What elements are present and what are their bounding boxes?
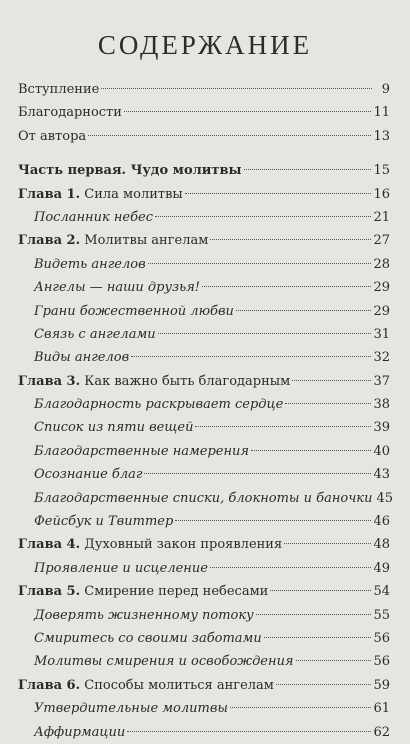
toc-chapter — [18, 229, 390, 252]
toc-entry-title: Как важно быть благодарным — [80, 373, 291, 389]
toc-entry-label — [34, 487, 372, 510]
dot-leader — [251, 450, 371, 451]
chapter-number: Глава 5. — [18, 584, 81, 600]
toc-subentry — [18, 463, 390, 486]
toc-entry-label — [34, 650, 294, 673]
toc-entry-title: Молитвы смирения и освобождения — [34, 654, 294, 670]
chapter-number: Глава 1. — [18, 186, 81, 202]
dot-leader — [210, 567, 372, 568]
toc-page-number: 40 — [373, 443, 390, 459]
dot-leader — [230, 707, 371, 708]
toc-subentry — [18, 721, 390, 744]
toc-subentry — [18, 346, 390, 369]
toc-entry-label — [34, 557, 208, 580]
toc-entry-title: Благодарственные намерения — [34, 443, 250, 459]
dot-leader — [127, 731, 371, 732]
toc-entry-title: Ангелы — наши друзья! — [34, 280, 201, 296]
dot-leader — [210, 239, 371, 240]
toc-subentry — [18, 416, 390, 439]
toc-page-number: 45 — [376, 490, 393, 506]
toc-entry-title: Аффирмации — [34, 724, 126, 740]
toc-subentry — [18, 323, 390, 346]
toc-page-number: 48 — [373, 537, 390, 553]
toc-page-number: 11 — [373, 105, 390, 121]
dot-leader — [101, 88, 372, 89]
toc-entry-label — [18, 78, 99, 101]
toc-entry-title: Посланник небес — [34, 209, 154, 225]
page-title: СОДЕРЖАНИЕ — [97, 30, 313, 60]
toc-subentry — [18, 393, 390, 416]
toc-entry-title: Проявление и исцеление — [34, 560, 208, 576]
toc-page-number: 38 — [373, 397, 390, 413]
toc-subentry — [18, 627, 390, 650]
toc-page-number: 39 — [373, 420, 390, 436]
toc-page-number: 43 — [373, 467, 390, 483]
toc-page-number: 16 — [373, 186, 390, 202]
toc-entry-label — [34, 697, 228, 720]
toc-entry — [18, 101, 390, 124]
dot-leader — [264, 637, 372, 638]
toc-entry-label — [34, 346, 129, 369]
toc-entry-label — [34, 510, 173, 533]
toc-subentry — [18, 487, 393, 510]
toc-entry-title: Связь с ангелами — [34, 326, 156, 342]
toc-page-number: 9 — [381, 82, 390, 97]
toc-page-number: 61 — [373, 701, 390, 717]
toc-entry-title: Видеть ангелов — [34, 256, 146, 272]
toc-page-number: 49 — [373, 560, 390, 576]
toc-page-number: 28 — [373, 256, 390, 272]
toc-chapter — [18, 580, 390, 603]
toc-page-number: 31 — [373, 326, 390, 342]
toc-page-number: 13 — [373, 128, 390, 144]
toc-entry-title: Благодарственные списки, блокноты и баночки — [34, 490, 373, 506]
toc-page-number: 62 — [373, 724, 390, 740]
toc-subentry — [18, 650, 390, 673]
dot-leader — [131, 356, 371, 357]
toc-entry-title: Грани божественной любви — [34, 303, 234, 319]
dot-leader — [270, 590, 371, 591]
toc-subentry — [18, 604, 390, 627]
toc-entry-label — [34, 440, 249, 463]
toc-entry-label — [34, 323, 156, 346]
toc-entry-label — [34, 604, 254, 627]
toc-entry-title: Осознание благ — [34, 467, 143, 483]
dot-leader — [185, 193, 372, 194]
toc-page-number: 56 — [373, 654, 390, 670]
table-of-contents — [18, 78, 393, 744]
toc-page-number: 55 — [373, 607, 390, 623]
toc-entry-title: Сила молитвы — [80, 186, 183, 202]
dot-leader — [244, 169, 372, 170]
toc-subentry — [18, 440, 390, 463]
toc-entry-label — [18, 229, 208, 252]
dot-leader — [124, 111, 372, 112]
toc-page-number: 29 — [373, 280, 390, 296]
toc-entry-label — [34, 253, 146, 276]
toc-entry-title: Виды ангелов — [34, 350, 130, 366]
chapter-number: Глава 4. — [18, 537, 81, 553]
toc-entry-title: Смиритесь со своими заботами — [34, 630, 262, 646]
toc-subentry — [18, 206, 390, 229]
dot-leader — [276, 684, 372, 685]
toc-subentry — [18, 557, 390, 580]
toc-entry-title: Утвердительные молитвы — [34, 701, 229, 717]
toc-entry-title: Духовный закон проявления — [80, 537, 283, 553]
toc-subentry — [18, 697, 390, 720]
toc-entry-label — [34, 463, 142, 486]
dot-leader — [284, 543, 371, 544]
toc-chapter — [18, 533, 390, 556]
toc-entry-label — [34, 627, 262, 650]
toc-entry-title: Молитвы ангелам — [80, 233, 209, 249]
dot-leader — [292, 380, 371, 381]
toc-subentry — [18, 253, 390, 276]
chapter-number: Глава 6. — [18, 677, 81, 693]
toc-subentry — [18, 276, 390, 299]
dot-leader — [88, 135, 371, 136]
toc-part — [18, 159, 390, 182]
toc-page-number: 59 — [373, 677, 390, 693]
toc-page-number: 29 — [373, 303, 390, 319]
toc-subentry — [18, 510, 390, 533]
toc-entry-label — [34, 721, 125, 744]
toc-page-number: 32 — [373, 350, 390, 366]
toc-entry — [18, 78, 390, 101]
dot-leader — [148, 263, 372, 264]
toc-entry-label — [18, 580, 268, 603]
dot-leader — [296, 660, 372, 661]
toc-entry-label — [18, 533, 282, 556]
toc-entry-title: Список из пяти вещей — [34, 420, 194, 436]
toc-entry-title: Доверять жизненному потоку — [34, 607, 254, 623]
dot-leader — [144, 473, 371, 474]
toc-entry-label — [18, 674, 274, 697]
toc-entry-title: Вступление — [18, 82, 100, 97]
toc-chapter — [18, 674, 390, 697]
toc-subentry — [18, 300, 390, 323]
toc-entry-title: Смирение перед небесами — [80, 584, 269, 600]
toc-page-number: 46 — [373, 514, 390, 530]
toc-page-number: 37 — [373, 373, 390, 389]
toc-entry-title: Фейсбук и Твиттер — [34, 514, 174, 530]
toc-entry-label — [18, 370, 290, 393]
toc-entry-label — [18, 183, 183, 206]
toc-entry-title: От автора — [18, 128, 87, 144]
chapter-number: Глава 3. — [18, 373, 81, 389]
toc-entry-title: Благодарности — [18, 105, 122, 121]
toc-entry-label — [34, 393, 283, 416]
toc-page-number: 56 — [373, 630, 390, 646]
dot-leader — [256, 614, 372, 615]
dot-leader — [285, 403, 371, 404]
toc-entry-label — [34, 300, 234, 323]
dot-leader — [175, 520, 371, 521]
toc-chapter — [18, 370, 390, 393]
toc-entry — [18, 125, 390, 148]
toc-entry-label — [34, 206, 153, 229]
toc-entry-title: Благодарность раскрывает сердце — [34, 397, 284, 413]
toc-page-number: 21 — [373, 209, 390, 225]
toc-page-number: 27 — [373, 233, 390, 249]
toc-entry-label — [34, 276, 200, 299]
dot-leader — [195, 426, 371, 427]
dot-leader — [155, 216, 371, 217]
toc-chapter — [18, 183, 390, 206]
dot-leader — [158, 333, 372, 334]
dot-leader — [236, 310, 372, 311]
chapter-number: Глава 2. — [18, 233, 81, 249]
toc-entry-label — [18, 125, 86, 148]
toc-entry-label — [34, 416, 193, 439]
toc-entry-title: Часть первая. Чудо молитвы — [18, 163, 242, 179]
dot-leader — [202, 286, 371, 287]
toc-page-number: 15 — [373, 163, 390, 179]
toc-entry-label — [18, 159, 242, 182]
toc-page-number: 54 — [373, 584, 390, 600]
toc-entry-label — [18, 101, 122, 124]
toc-entry-title: Способы молиться ангелам — [80, 677, 274, 693]
